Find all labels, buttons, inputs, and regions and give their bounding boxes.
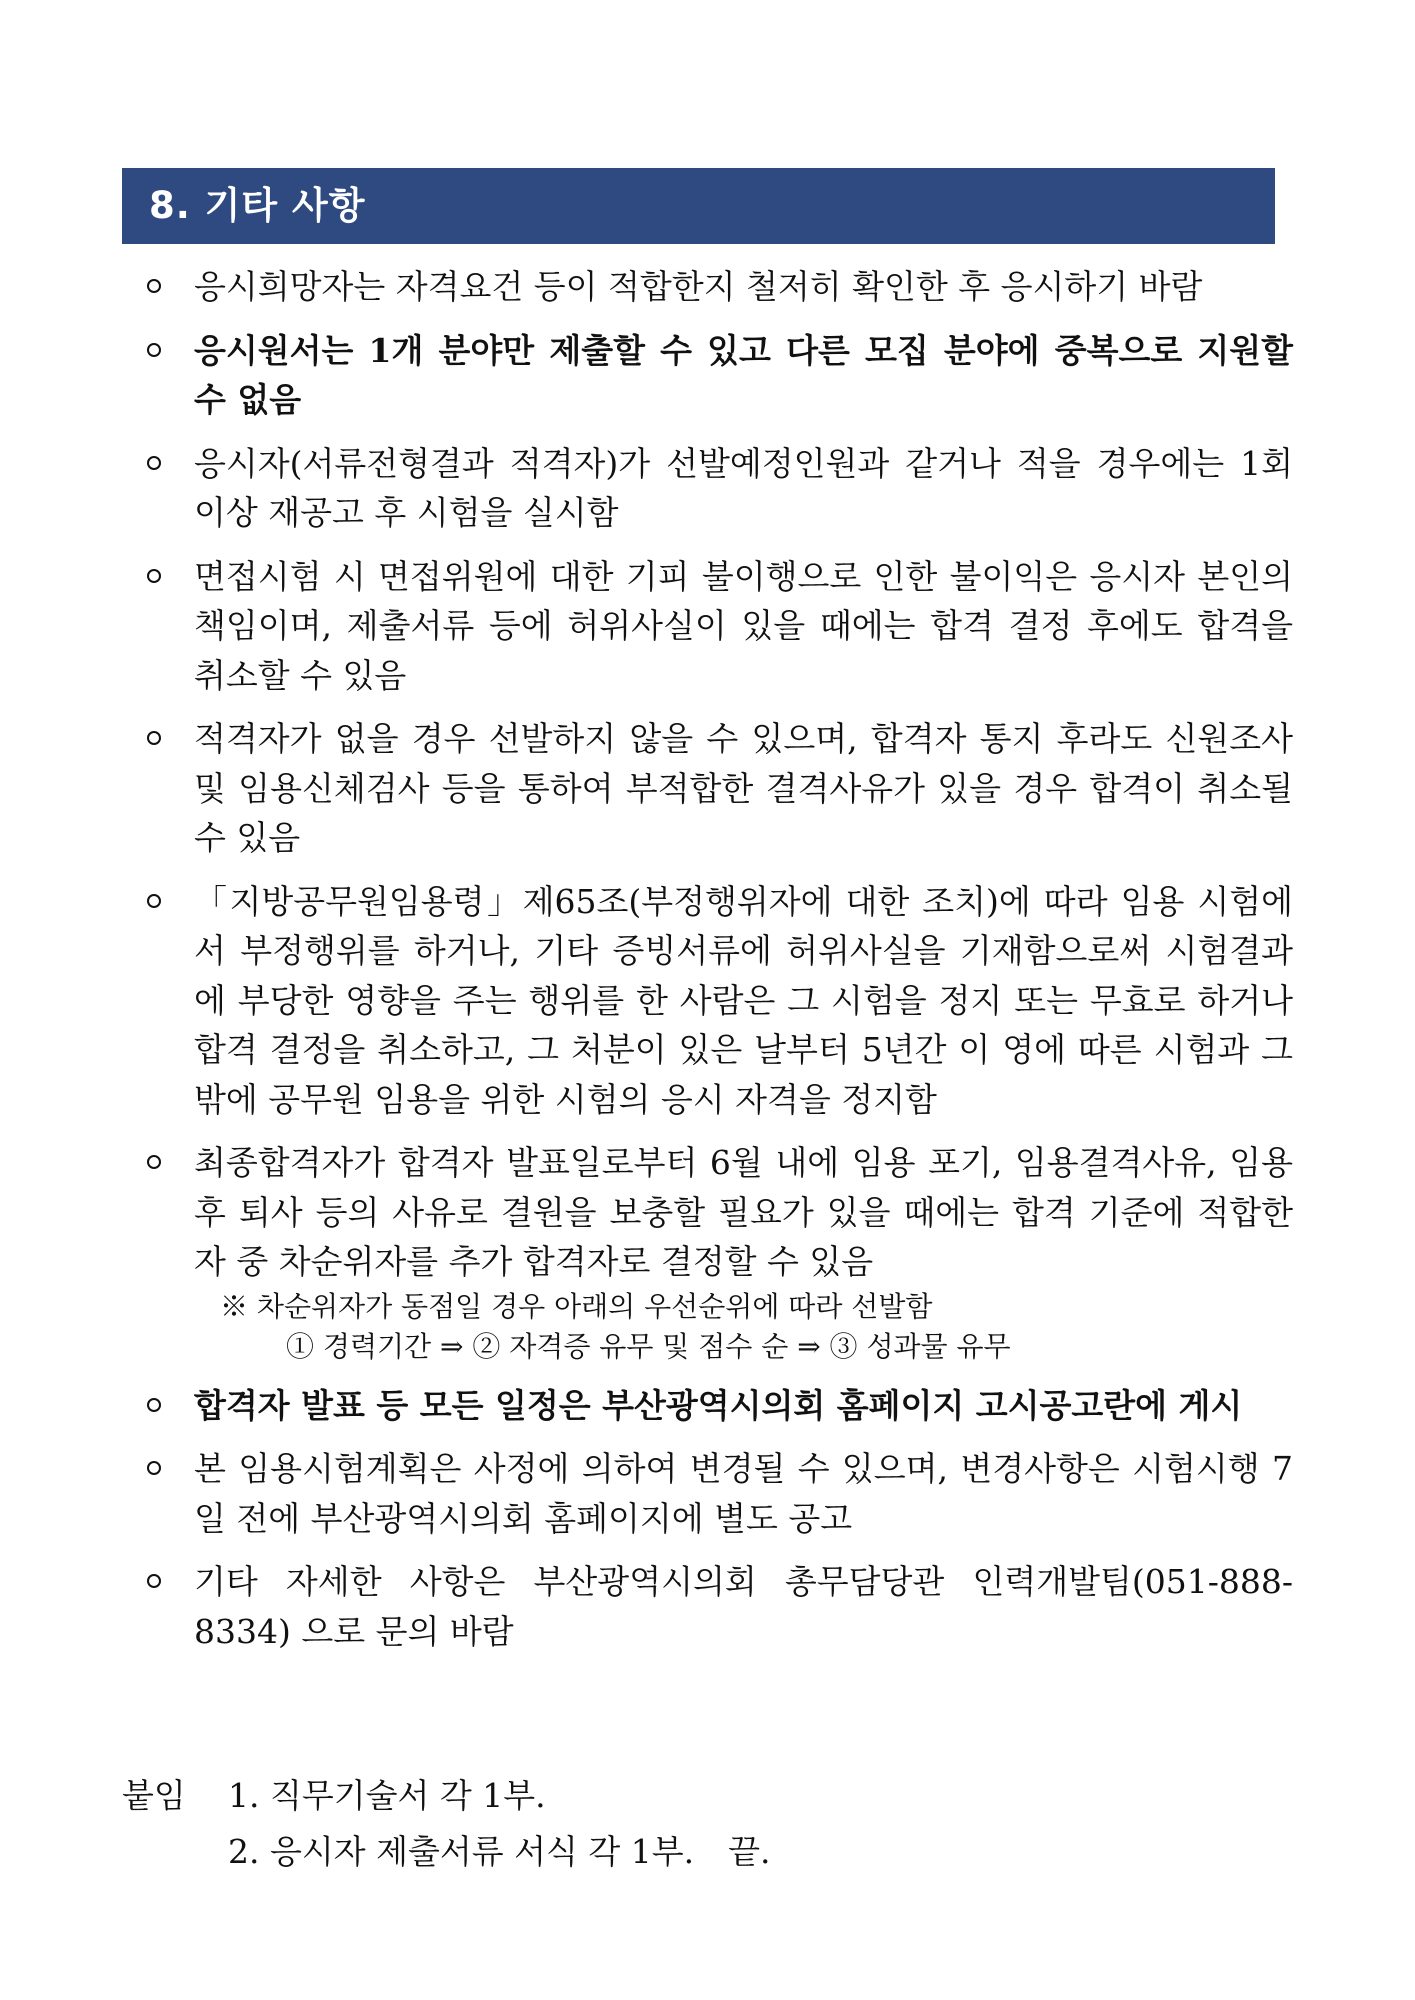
list-item — [143, 714, 1293, 863]
item-text: 면접시험 시 면접위원에 대한 기피 불이행으로 인한 불이익은 응시자 본인의 책임이며, 제출서류 등에 허위사실이 있을 때에는 합격 결정 후에도 합격을 취소할 수 있음 — [194, 556, 1293, 695]
list-item — [143, 877, 1293, 1125]
circle-bullet-icon — [147, 279, 161, 293]
item-text: 적격자가 없을 경우 선발하지 않을 수 있으며, 합격자 통지 후라도 신원조사 및 임용신체검사 등을 통하여 부적합한 결격사유가 있을 경우 합격이 취소될 수 있음 — [194, 719, 1293, 857]
item-list — [143, 262, 1293, 1670]
item-text: 응시희망자는 자격요건 등이 적합한지 철저히 확인한 후 응시하기 바람 — [194, 267, 1203, 306]
list-item — [143, 1557, 1293, 1656]
list-item — [143, 1138, 1293, 1367]
list-item — [143, 552, 1293, 701]
attachment-item-row — [228, 1824, 770, 1880]
attachments-label: 붙임 — [122, 1776, 186, 1815]
note-line: ※ 차순위자가 동점일 경우 아래의 우선순위에 따라 선발함 — [220, 1289, 933, 1323]
item-text: 「지방공무원임용령」제65조(부정행위자에 대한 조치)에 따라 임용 시험에서 부정행위를 하거나, 기타 증빙서류에 허위사실을 기재함으로써 시험결과에 부당한 영향을 주는 행위를 한 사람은 그 시험을 정지 또는 무효로 하거나 합격 결정을 취소하고, 그 처분이 있은 날부터 5년간 이 영에 따른 시험과 그 밖에 공무원 임용을 위한 시험의 응시 자격을 정지함 — [194, 881, 1293, 1119]
priority-note — [194, 1287, 1293, 1367]
list-item — [143, 326, 1293, 425]
list-item — [143, 1444, 1293, 1543]
circle-bullet-icon — [147, 456, 161, 470]
circle-bullet-icon — [147, 1398, 161, 1412]
list-item — [143, 1381, 1293, 1431]
item-text: 최종합격자가 합격자 발표일로부터 6월 내에 임용 포기, 임용결격사유, 임용 후 퇴사 등의 사유로 결원을 보충할 필요가 있을 때에는 합격 기준에 적합한 자 중 차순위자를 추가 합격자로 결정할 수 있음 — [194, 1143, 1293, 1281]
attachment-item: 2. 응시자 제출서류 서식 각 1부. — [228, 1832, 695, 1871]
list-item — [143, 262, 1293, 312]
circle-bullet-icon — [147, 569, 161, 583]
circle-bullet-icon — [147, 894, 161, 908]
circle-bullet-icon — [147, 1155, 161, 1169]
circle-bullet-icon — [147, 731, 161, 745]
item-text: 기타 자세한 사항은 부산광역시의회 총무담당관 인력개발팀(051-888-8334) 으로 문의 바람 — [194, 1562, 1293, 1651]
section-header: 8. 기타 사항 — [122, 168, 1275, 244]
end-mark: 끝. — [728, 1832, 771, 1871]
item-text: 응시자(서류전형결과 적격자)가 선발예정인원과 같거나 적을 경우에는 1회 이상 재공고 후 시험을 실시함 — [194, 443, 1293, 532]
note-line: ① 경력기간 ⇒ ② 자격증 유무 및 점수 순 ⇒ ③ 성과물 유무 — [286, 1329, 1011, 1363]
circle-bullet-icon — [147, 343, 161, 357]
item-text: 합격자 발표 등 모든 일정은 부산광역시의회 홈페이지 고시공고란에 게시 — [194, 1385, 1243, 1425]
circle-bullet-icon — [147, 1574, 161, 1588]
circle-bullet-icon — [147, 1461, 161, 1475]
list-item — [143, 439, 1293, 538]
attachment-item: 1. 직무기술서 각 1부. — [228, 1776, 546, 1815]
attachments-list — [228, 1768, 770, 1880]
item-text: 응시원서는 1개 분야만 제출할 수 있고 다른 모집 분야에 중복으로 지원할 수 없음 — [194, 330, 1293, 419]
item-text: 본 임용시험계획은 사정에 의하여 변경될 수 있으며, 변경사항은 시험시행 7일 전에 부산광역시의회 홈페이지에 별도 공고 — [194, 1449, 1293, 1538]
